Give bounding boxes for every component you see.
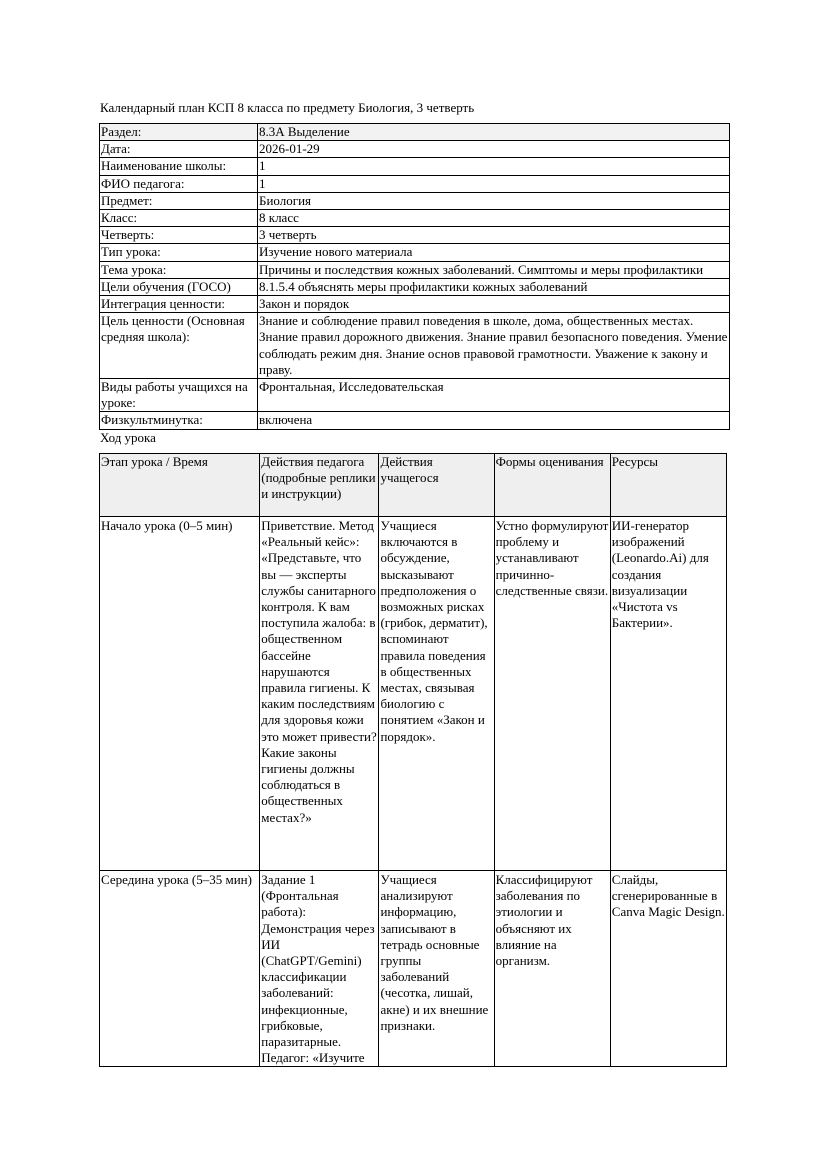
header-stage: Этап урока / Время: [100, 454, 260, 517]
info-value: Причины и последствия кожных заболеваний. Симптомы и меры профилактики: [258, 261, 730, 278]
info-value: Фронтальная, Исследовательская: [258, 379, 730, 412]
info-value: 8.1.5.4 объяснять меры профилактики кожных заболеваний: [258, 278, 730, 295]
info-value: 2026-01-29: [258, 141, 730, 158]
info-label: Цель ценности (Основная средняя школа):: [100, 313, 258, 379]
info-value: 8 класс: [258, 210, 730, 227]
info-row: [100, 244, 730, 261]
info-label: ФИО педагога:: [100, 175, 258, 192]
header-teacher: Действия педагога (подробные реплики и инструкции): [260, 454, 379, 517]
info-value: 8.3А Выделение: [258, 124, 730, 141]
resources-cell: ИИ-генератор изображений (Leonardo.Ai) для создания визуализации «Чистота vs Бактерии».: [610, 517, 726, 871]
info-label: Предмет:: [100, 192, 258, 209]
info-row: [100, 296, 730, 313]
lesson-progress-label: Ход урока: [100, 430, 156, 445]
info-row: [100, 412, 730, 429]
assessment-cell: Классифицируют заболевания по этиологии и объясняют их влияние на организм.: [494, 871, 610, 1067]
header-resources: Ресурсы: [610, 454, 726, 517]
stage-cell: Начало урока (0–5 мин): [100, 517, 260, 871]
header-assessment: Формы оценивания: [494, 454, 610, 517]
info-value: Знание и соблюдение правил поведения в школе, дома, общественных местах. Знание правил дорожного движения. Знание правил безопасного поведения. Умение соблюдать режим дня. Знание основ правовой грамотности. Уважение к закону и праву.: [258, 313, 730, 379]
info-row: [100, 278, 730, 295]
info-row: [100, 313, 730, 379]
lesson-table: [99, 453, 727, 1067]
assessment-cell: Устно формулируют проблему и устанавливают причинно-следственные связи.: [494, 517, 610, 871]
info-value: Закон и порядок: [258, 296, 730, 313]
info-row: [100, 379, 730, 412]
student-cell: Учащиеся анализируют информацию, записывают в тетрадь основные группы заболеваний (чесотка, лишай, акне) и их внешние признаки.: [379, 871, 494, 1067]
info-label: Класс:: [100, 210, 258, 227]
table-row: [100, 871, 727, 1067]
student-cell: Учащиеся включаются в обсуждение, высказывают предположения о возможных рисках (грибок, дерматит), вспоминают правила поведения в общественных местах, связывая биологию с понятием «Закон и порядок».: [379, 517, 494, 871]
info-row: [100, 227, 730, 244]
info-row: [100, 141, 730, 158]
info-value: 1: [258, 175, 730, 192]
info-row: [100, 175, 730, 192]
info-label: Виды работы учащихся на уроке:: [100, 379, 258, 412]
teacher-cell: Задание 1 (Фронтальная работа): Демонстрация через ИИ (ChatGPT/Gemini) классификации заболеваний: инфекционные, грибковые, паразитарные. Педагог: «Изучите: [260, 871, 379, 1067]
info-label: Наименование школы:: [100, 158, 258, 175]
info-label: Цели обучения (ГОСО): [100, 278, 258, 295]
info-label: Тип урока:: [100, 244, 258, 261]
info-value: включена: [258, 412, 730, 429]
info-row: [100, 158, 730, 175]
resources-cell: Слайды, сгенерированные в Canva Magic Design.: [610, 871, 726, 1067]
lesson-header-row: [100, 454, 727, 517]
document-title: Календарный план КСП 8 класса по предмету Биология, 3 четверть: [100, 100, 475, 115]
info-label: Дата:: [100, 141, 258, 158]
info-row: [100, 210, 730, 227]
info-value: 3 четверть: [258, 227, 730, 244]
info-row: [100, 124, 730, 141]
info-label: Интеграция ценности:: [100, 296, 258, 313]
info-table: [99, 123, 730, 430]
stage-cell: Середина урока (5–35 мин): [100, 871, 260, 1067]
info-value: Биология: [258, 192, 730, 209]
teacher-cell: Приветствие. Метод «Реальный кейс»: «Представьте, что вы — эксперты службы санитарного контроля. К вам поступила жалоба: в общественном бассейне нарушаются правила гигиены. К каким последствиям для здоровья кожи это может привести? Какие законы гигиены должны соблюдаться в общественных местах?»: [260, 517, 379, 871]
info-label: Четверть:: [100, 227, 258, 244]
info-row: [100, 192, 730, 209]
table-row: [100, 517, 727, 871]
info-row: [100, 261, 730, 278]
info-label: Тема урока:: [100, 261, 258, 278]
info-label: Раздел:: [100, 124, 258, 141]
info-value: 1: [258, 158, 730, 175]
info-value: Изучение нового материала: [258, 244, 730, 261]
info-label: Физкультминутка:: [100, 412, 258, 429]
header-student: Действия учащегося: [379, 454, 494, 517]
